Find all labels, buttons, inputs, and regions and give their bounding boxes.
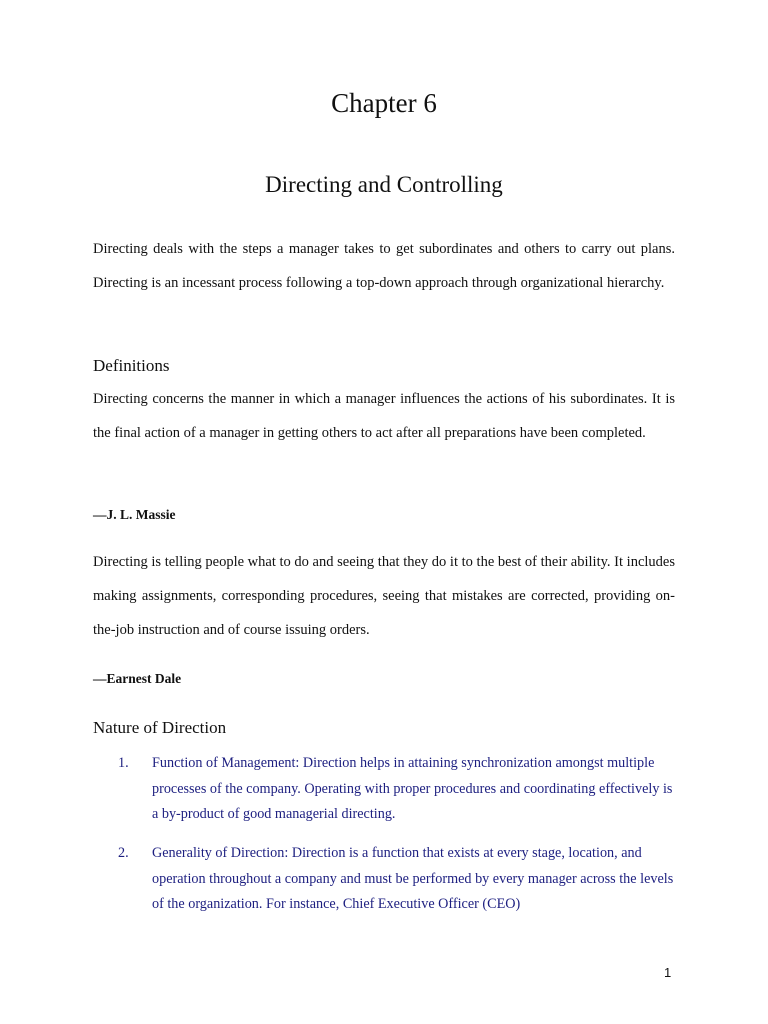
page-number: 1	[664, 965, 672, 980]
definition-paragraph-massie: Directing concerns the manner in which a manager influences the actions of his subordinates. It is the final action of a manager in getting others to act after all preparations have been completed.	[93, 391, 675, 441]
list-item-number: 2.	[118, 845, 129, 861]
intro-paragraph: Directing deals with the steps a manager takes to get subordinates and others to carry out plans. Directing is an incessant process following a top-down approach through organizational hierarchy.	[93, 241, 675, 291]
list-item-text: Generality of Direction: Direction is a function that exists at every stage, location, and operation throughout a company and must be performed by every manager across the levels of the organization. For instance, Chief Executive Officer (CEO)	[152, 845, 674, 912]
chapter-heading: Chapter 6	[331, 88, 437, 118]
chapter-title: Directing and Controlling	[265, 172, 503, 197]
attribution-dale: —Earnest Dale	[93, 671, 182, 686]
attribution-massie: —J. L. Massie	[93, 507, 176, 522]
definition-paragraph-dale: Directing is telling people what to do and seeing that they do it to the best of their ability. It includes making assignments, corresponding procedures, seeing that mistakes are corrected, providing on-the-job instruction and of course issuing orders.	[93, 554, 675, 638]
list-item-number: 1.	[118, 755, 129, 771]
list-item-text: Function of Management: Direction helps in attaining synchronization amongst multiple processes of the company. Operating with proper procedures and coordinating effectively is a by-product of good managerial directing.	[152, 755, 673, 822]
definitions-heading: Definitions	[93, 356, 170, 375]
nature-heading: Nature of Direction	[93, 718, 227, 737]
